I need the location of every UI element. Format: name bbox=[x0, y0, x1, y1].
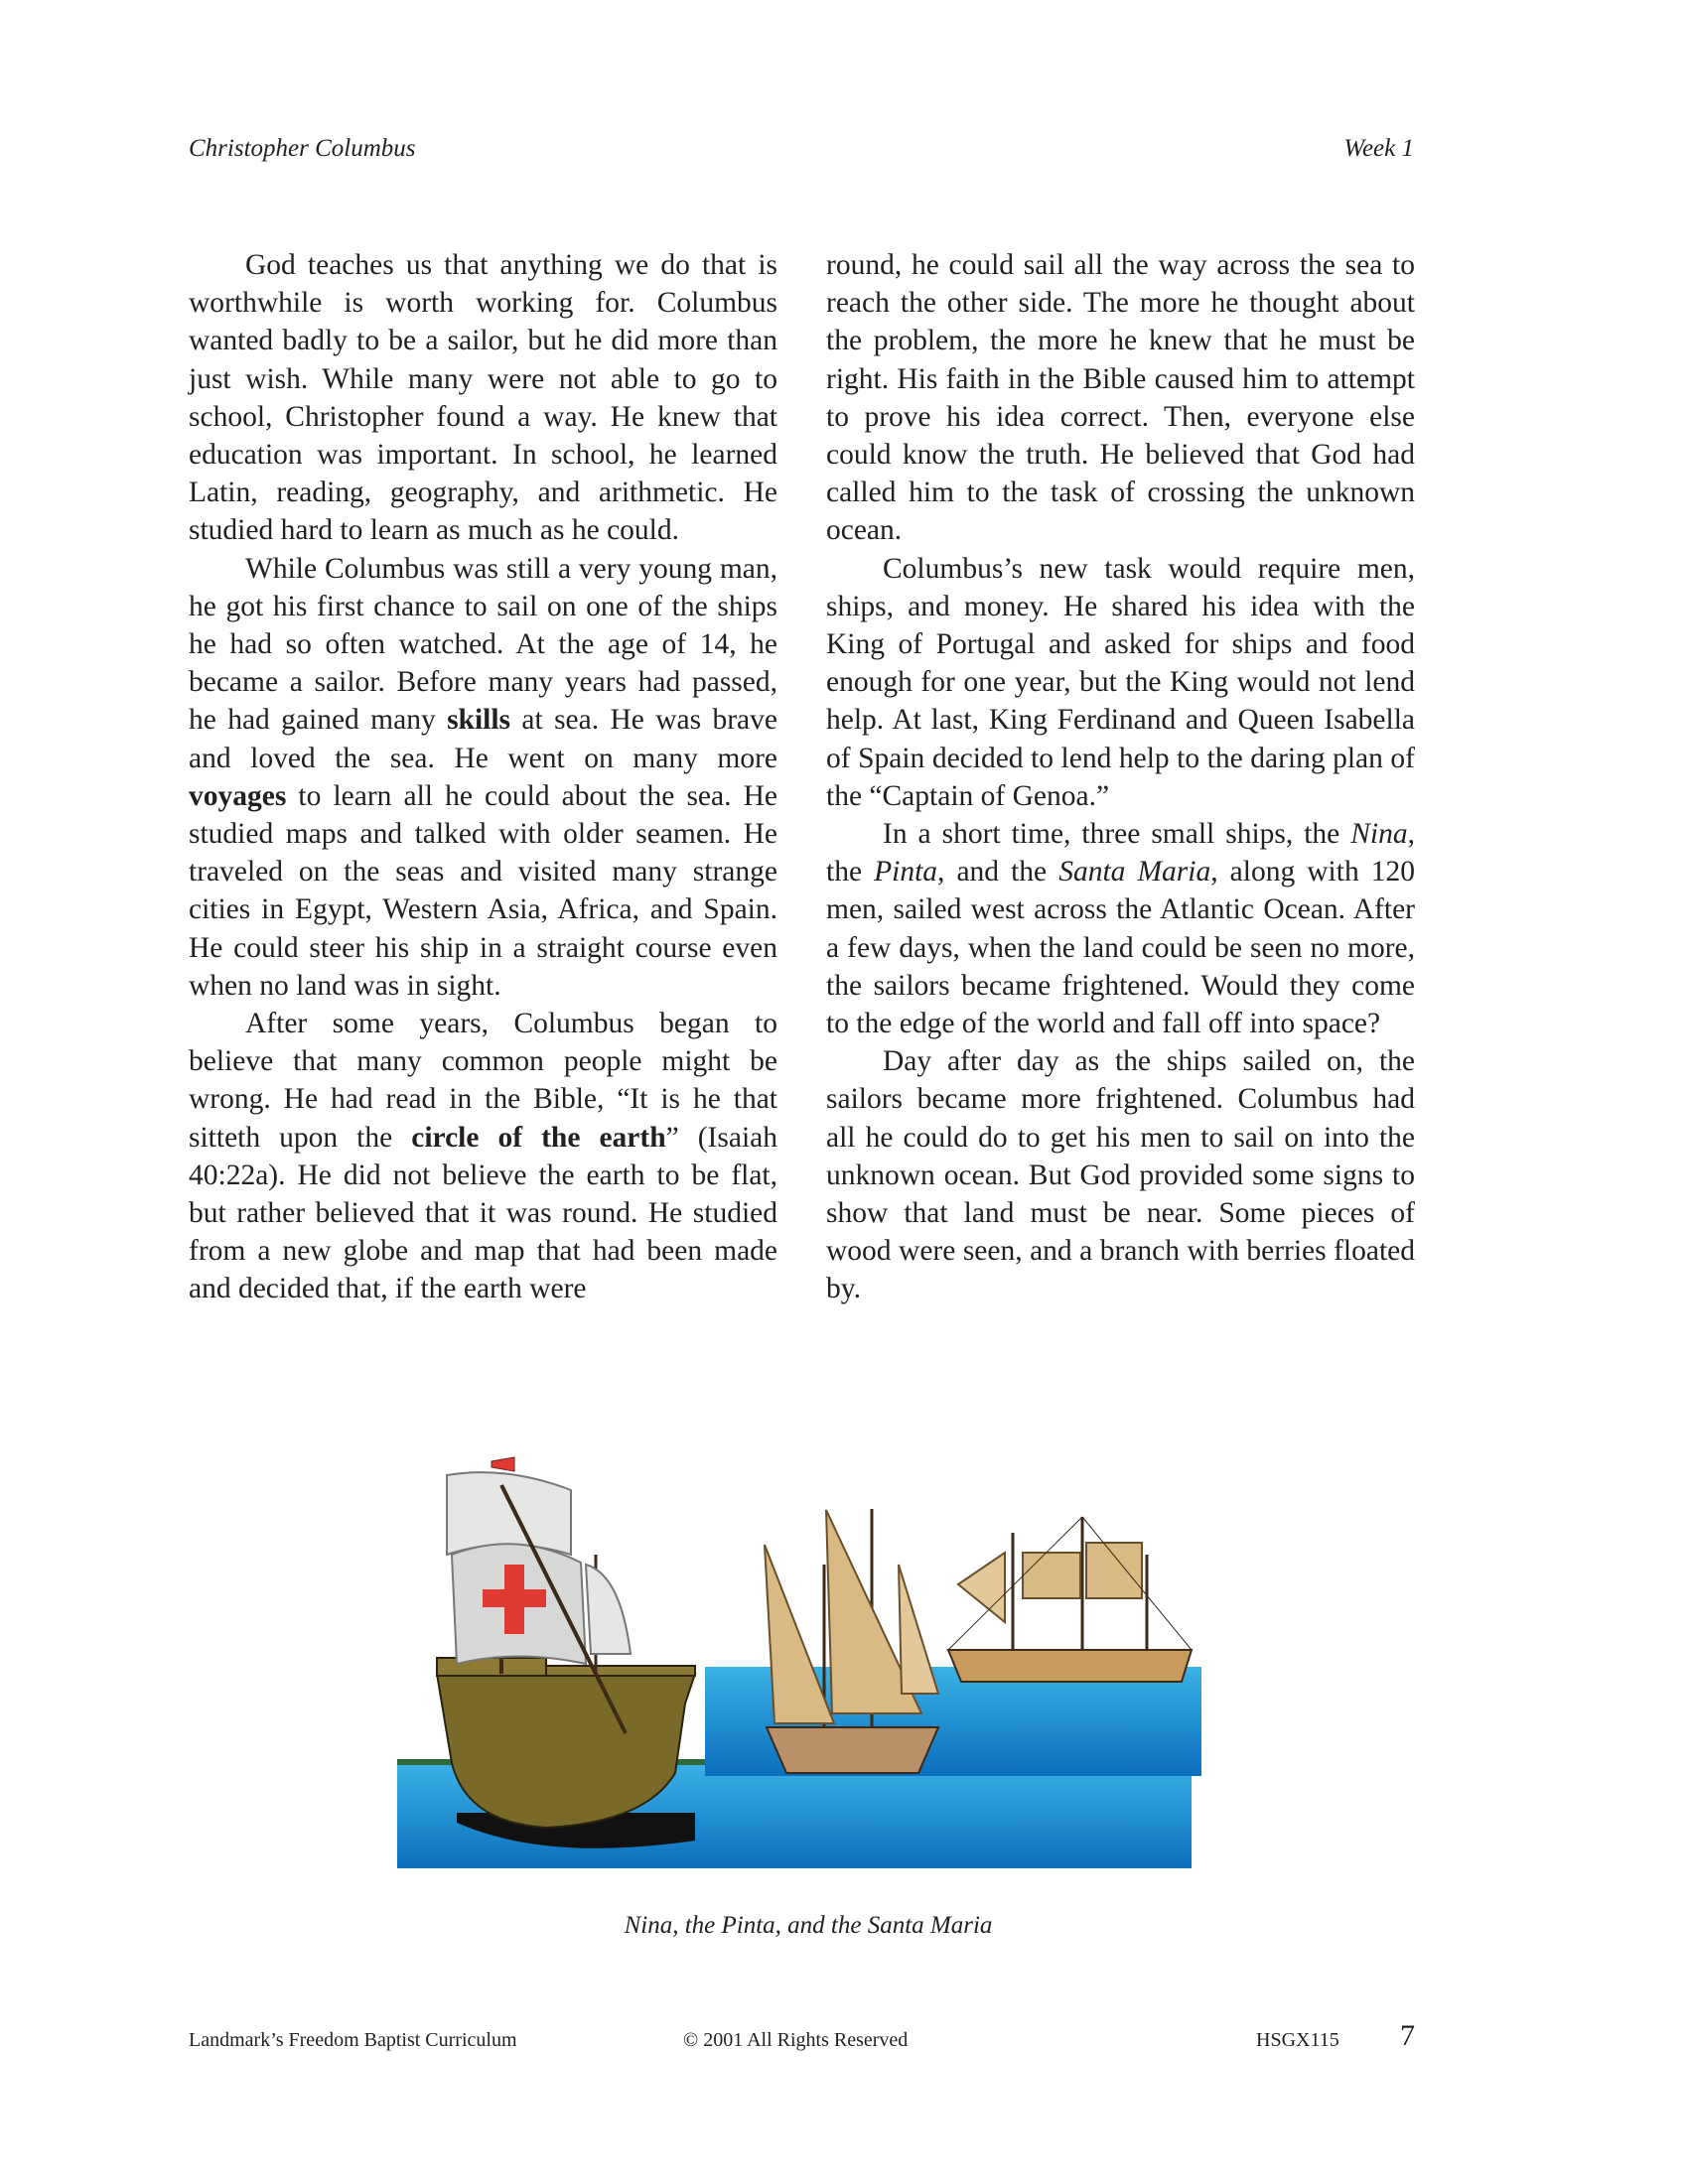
paragraph: While Columbus was still a very young man, he got his first chance to sail on one of the ships he had so often watched. At the age of 14, he became a sailor. Before many years had passed, he had gained many skills at sea. He was brave and loved the sea. He went on many more voyages to learn all he could about the sea. He studied maps and talked with older seamen. He traveled on the seas and visited many strange cities in Egypt, Western Asia, Africa, and Spain. He could steer his ship in a straight course even when no land was in sight. bbox=[189, 552, 777, 1002]
three-ships-illustration bbox=[397, 1445, 1211, 1872]
ship-name: Pinta bbox=[874, 856, 938, 888]
running-header-week: Week 1 bbox=[1343, 135, 1414, 162]
vocab-term: circle of the earth bbox=[411, 1121, 666, 1154]
right-column bbox=[826, 246, 1415, 1308]
paragraph: Day after day as the ships sailed on, the sailors became more frightened. Columbus had all he could do to get his men to sail on into the unknown ocean. But God provided some signs to show that land must be near. Some pieces of wood were seen, and a branch with berries floated by. bbox=[826, 1045, 1415, 1305]
page-number: 7 bbox=[1400, 2019, 1415, 2052]
left-column bbox=[189, 246, 777, 1308]
ship-name: Nina bbox=[1350, 818, 1408, 851]
paragraph: After some years, Columbus began to believe that many common people might be wrong. He had read in the Bible, “It is he that sitteth upon the circle of the earth” (Isaiah 40:22a). He did not believe the earth to be flat, but rather believed that it was round. He studied from a new globe and map that had been made and decided that, if the earth were bbox=[189, 1008, 777, 1305]
santa-maria-ship bbox=[948, 1517, 1192, 1682]
vocab-term: voyages bbox=[189, 779, 287, 812]
footer-course-code: HSGX115 bbox=[1256, 2029, 1339, 2051]
paragraph: In a short time, three small ships, the Nina, the Pinta, and the Santa Maria, along with 120 men, sailed west across the Atlantic Ocean. After a few days, when the land could be seen no more, the sailors became frightened. Would they come to the edge of the world and fall off into space? bbox=[826, 818, 1416, 1040]
paragraph: Columbus’s new task would require men, ships, and money. He shared his idea with the King of Portugal and asked for ships and food enough for one year, but the King would not lend help. At last, King Ferdinand and Queen Isabella of Spain decided to lend help to the daring plan of the “Captain of Genoa.” bbox=[826, 552, 1415, 812]
vocab-term: skills bbox=[447, 704, 511, 737]
running-header-title: Christopher Columbus bbox=[189, 135, 416, 162]
footer-copyright: © 2001 All Rights Reserved bbox=[683, 2029, 909, 2051]
pinta-ship bbox=[765, 1509, 938, 1773]
paragraph: round, he could sail all the way across the sea to reach the other side. The more he thought about the problem, the more he knew that he must be right. His faith in the Bible caused him to attempt to prove his idea correct. Then, everyone else could know the truth. He believed that God had called him to the task of crossing the unknown ocean. bbox=[826, 249, 1415, 547]
ship-name: Santa Maria bbox=[1058, 856, 1211, 888]
nina-ship bbox=[437, 1457, 695, 1848]
figure-caption: Nina, the Pinta, and the Santa Maria bbox=[624, 1912, 993, 1939]
paragraph: God teaches us that anything we do that is worthwhile is worth working for. Columbus wanted badly to be a sailor, but he did more than just wish. While many were not able to go to school, Christopher found a way. He knew that education was important. In school, he learned Latin, reading, geography, and arithmetic. He studied hard to learn as much as he could. bbox=[189, 249, 777, 547]
footer-publisher: Landmark’s Freedom Baptist Curriculum bbox=[189, 2029, 517, 2051]
